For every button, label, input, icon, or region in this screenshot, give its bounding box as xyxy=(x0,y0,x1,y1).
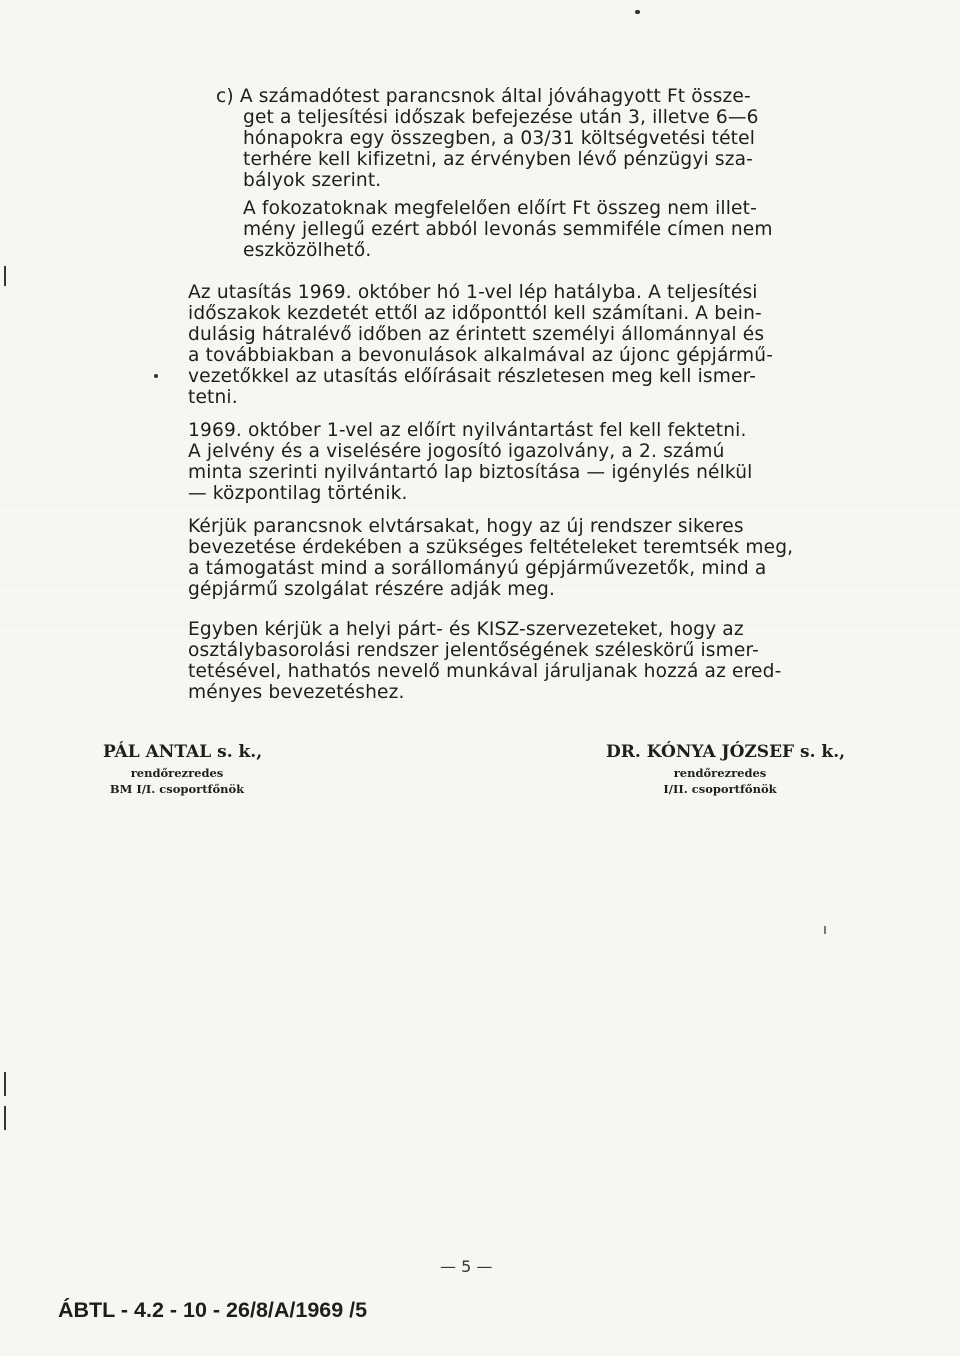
page-number: — 5 — xyxy=(440,1257,493,1276)
signatory-right-rank: rendőrezredes xyxy=(673,766,767,780)
signatory-right-name: DR. KÓNYA JÓZSEF s. k., xyxy=(606,742,846,762)
body-line: minta szerinti nyilvántartó lap biztosítása — igénylés nélkül xyxy=(188,462,753,483)
body-line: bályok szerint. xyxy=(243,170,382,191)
body-line: — központilag történik. xyxy=(188,483,408,504)
body-line: a továbbiakban a bevonulások alkalmával az újonc gépjármű- xyxy=(188,345,774,366)
body-line: 1969. október 1-vel az előírt nyilvántartást fel kell fektetni. xyxy=(188,420,747,441)
scan-mark xyxy=(154,374,158,378)
body-line: tetni. xyxy=(188,387,238,408)
scan-mark xyxy=(824,926,826,934)
signatory-right-title: I/II. csoportfőnök xyxy=(663,782,777,796)
body-line: A jelvény és a viselésére jogosító igazolvány, a 2. számú xyxy=(188,441,725,462)
body-line: A fokozatoknak megfelelően előírt Ft összeg nem illet- xyxy=(243,198,757,219)
body-line: eszközölhető. xyxy=(243,240,372,261)
body-line: mény jellegű ezért abból levonás semmiféle címen nem xyxy=(243,219,773,240)
scan-mark xyxy=(4,266,6,286)
body-line: c) A számadótest parancsnok által jóváhagyott Ft össze- xyxy=(216,86,751,107)
body-line: Kérjük parancsnok elvtársakat, hogy az új rendszer sikeres xyxy=(188,516,744,537)
signatory-left-rank: rendőrezredes xyxy=(130,766,224,780)
body-line: get a teljesítési időszak befejezése után 3, illetve 6—6 xyxy=(243,107,759,128)
body-line: bevezetése érdekében a szükséges feltételeket teremtsék meg, xyxy=(188,537,794,558)
scan-mark xyxy=(4,1106,6,1130)
body-line: a támogatást mind a sorállományú gépjárművezetők, mind a xyxy=(188,558,767,579)
signatory-left-title: BM I/I. csoportfőnök xyxy=(109,782,245,796)
body-line: ményes bevezetéshez. xyxy=(188,682,405,703)
archive-reference: ÁBTL - 4.2 - 10 - 26/8/A/1969 /5 xyxy=(58,1298,368,1322)
body-line: tetésével, hathatós nevelő munkával járuljanak hozzá az ered- xyxy=(188,661,782,682)
signatory-left-name: PÁL ANTAL s. k., xyxy=(103,742,263,762)
scan-mark xyxy=(4,1072,6,1096)
body-line: terhére kell kifizetni, az érvényben lévő pénzügyi sza- xyxy=(243,149,754,170)
scan-mark xyxy=(635,10,640,14)
body-line: vezetőkkel az utasítás előírásait részletesen meg kell ismer- xyxy=(188,366,757,387)
body-line: Egyben kérjük a helyi párt- és KISZ-szervezeteket, hogy az xyxy=(188,619,744,640)
body-line: osztálybasorolási rendszer jelentőségének széleskörű ismer- xyxy=(188,640,759,661)
body-line: időszakok kezdetét ettől az időponttól kell számítani. A bein- xyxy=(188,303,762,324)
body-line: gépjármű szolgálat részére adják meg. xyxy=(188,579,556,600)
body-line: dulásig hátralévő időben az érintett személyi állománnyal és xyxy=(188,324,765,345)
body-line: hónapokra egy összegben, a 03/31 költségvetési tétel xyxy=(243,128,756,149)
body-line: Az utasítás 1969. október hó 1-vel lép hatályba. A teljesítési xyxy=(188,282,758,303)
